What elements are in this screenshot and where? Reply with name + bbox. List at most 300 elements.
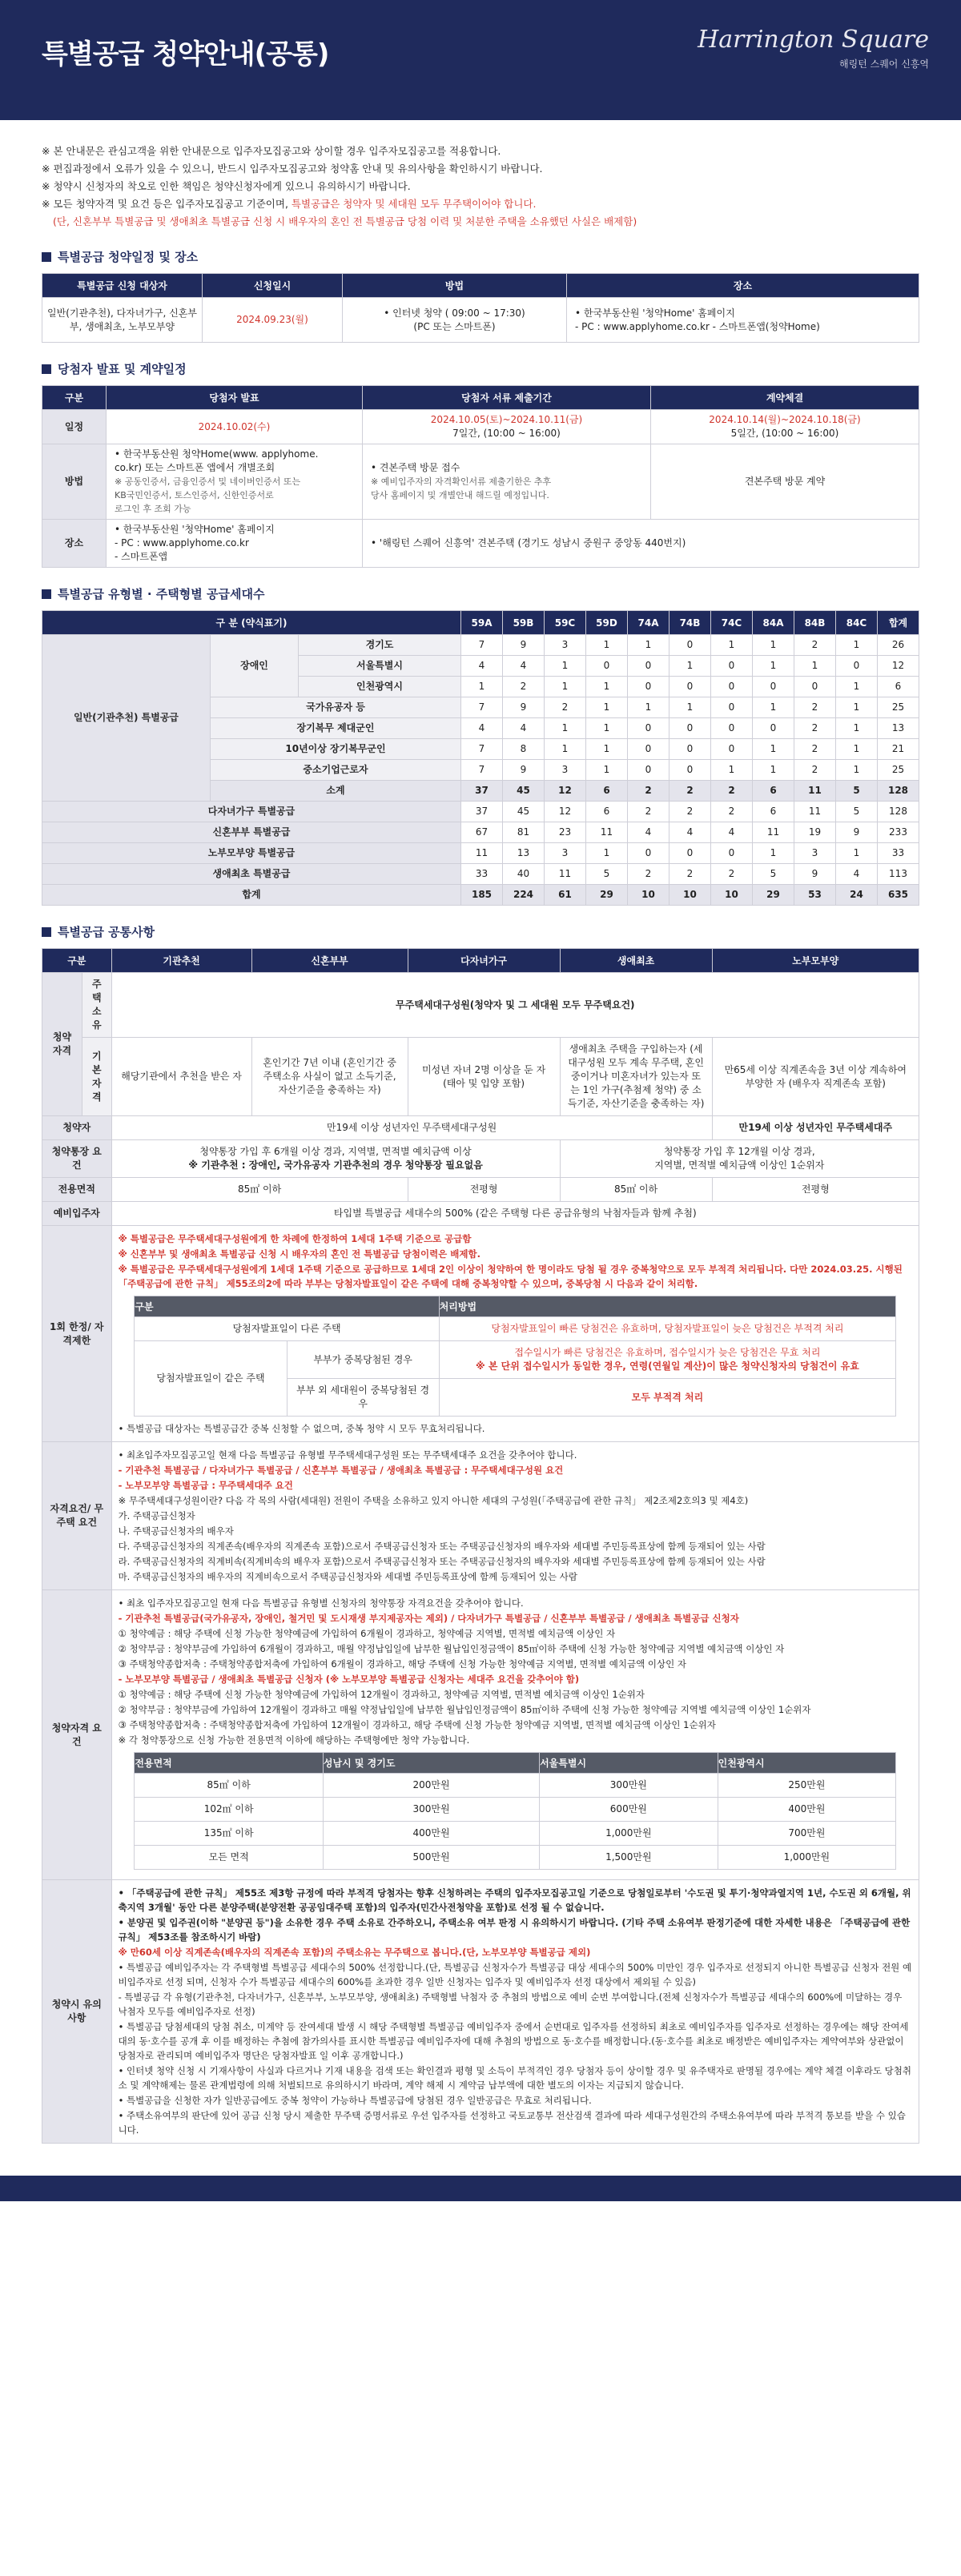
text-block: ※ 특별공급은 무주택세대구성원에게 한 차례에 한정하여 1세대 1주택 기준으로 공급함 — [118, 1233, 472, 1244]
table-cell: 0 — [669, 760, 711, 781]
text-block: ① 청약예금 : 해당 주택에 신청 가능한 청약예금에 가입하여 6개월이 경과하고, 청약예금 지역별, 면적별 예치금액 이상인 자 — [118, 1628, 616, 1639]
note-2: ※ 편집과정에서 오류가 있을 수 있으니, 반드시 입주자모집공고와 청약홈 안내 및 유의사항을 확인하시기 바랍니다. — [42, 163, 543, 175]
table-cell: 1 — [586, 739, 628, 760]
table-cell: 53 — [794, 885, 836, 906]
text-block: 7일간, (10:00 ~ 16:00) — [452, 428, 561, 439]
table-cell: 당첨자 서류 제출기간 — [363, 386, 651, 410]
page-footer-bar — [0, 2176, 961, 2201]
table-cell: 부부가 중복당첨된 경우 — [287, 1341, 439, 1379]
table-cell: 45 — [503, 802, 545, 822]
table-cell: 1,000만원 — [540, 1822, 718, 1846]
table-cell: 1,000만원 — [718, 1846, 896, 1870]
table-cell: 4 — [711, 822, 753, 843]
table-cell: 서울특별시 — [299, 656, 461, 677]
table-cell: 전용면적 — [135, 1753, 324, 1774]
table-cell: 37 — [461, 802, 503, 822]
table-cell: 1 — [836, 739, 878, 760]
text-block: 2024.10.05(토)~2024.10.11(금) — [430, 414, 583, 425]
text-block: ※ 예비입주자의 자격확인서류 제출기한은 추후 — [371, 476, 552, 487]
table-cell: 소계 — [211, 781, 461, 802]
text-block: 특별공급 공통사항 — [58, 925, 155, 939]
table-cell: 2 — [794, 697, 836, 718]
table-cell: 33 — [461, 864, 503, 885]
table-cell: 84B — [794, 611, 836, 635]
table-cell: 청약자 — [42, 1116, 112, 1140]
common-table — [42, 948, 919, 2144]
text-block: ※ 무주택세대구성원이란? 다음 각 목의 사람(세대원) 전원이 주택을 소유하고 있지 아니한 세대의 구성원(「주택공급에 관한 규칙」 제2조제2호의3 및 제4호) — [118, 1495, 749, 1506]
table-cell: 1 — [628, 697, 669, 718]
table-cell: 0 — [711, 697, 753, 718]
table-cell: 11 — [461, 843, 503, 864]
text-block: • 최초입주자모집공고일 현재 다음 특별공급 유형별 무주택세대구성원 또는 무주택세대주 요건을 갖추어야 합니다. — [118, 1449, 577, 1461]
table-row — [135, 1753, 896, 1774]
table-cell: 0 — [711, 718, 753, 739]
text-block: 접수일시가 빠른 당첨건은 유효하며, 접수일시가 늦은 당첨건은 무효 처리 — [514, 1347, 821, 1358]
table-cell: 1 — [753, 760, 794, 781]
table-cell: 0 — [628, 718, 669, 739]
table-cell: 만65세 이상 직계존속을 3년 이상 계속하여 부양한 자 (배우자 직계존속 포함) — [712, 1038, 919, 1116]
table-cell: 2 — [545, 697, 586, 718]
table-row — [42, 444, 919, 520]
table-cell: 4 — [836, 864, 878, 885]
table-row — [42, 410, 919, 444]
table-cell: 2 — [669, 781, 711, 802]
table-cell: 처리방법 — [439, 1296, 895, 1317]
table-cell: 청약시 유의사항 — [42, 1880, 112, 2144]
table-cell: 일정 — [42, 410, 107, 444]
table-cell: 1 — [753, 697, 794, 718]
table-cell: 6 — [586, 781, 628, 802]
table-cell: 0 — [628, 843, 669, 864]
text-block: - 노부모부양 특별공급 / 생애최초 특별공급 신청자 (※ 노부모부양 특별공급 신청자는 세대주 요건을 갖추어야 함) — [118, 1674, 580, 1685]
table-cell: 구분 — [42, 386, 107, 410]
table-cell: 185 — [461, 885, 503, 906]
text-block: ※ 본 단위 접수일시가 동일한 경우, 연령(연월일 계산)이 많은 청약신청자의 당첨건이 유효 — [475, 1360, 859, 1372]
table-row — [42, 520, 919, 568]
table-cell: 0 — [711, 656, 753, 677]
text-block: 청약통장 가입 후 12개월 이상 경과, — [663, 1146, 815, 1157]
table-cell: 다자녀가구 특별공급 — [42, 802, 461, 822]
table-cell: 1 — [753, 843, 794, 864]
table-cell: 1 — [711, 635, 753, 656]
text-block: ③ 주택청약종합저축 : 주택청약종합저축에 가입하여 12개월이 경과하고, 해당 주택에 신청 가능한 청약예금 지역별, 면적별 예치금액 이상인 1순위자 — [118, 1719, 716, 1730]
table-cell: 300만원 — [540, 1774, 718, 1798]
table-cell: 경기도 — [299, 635, 461, 656]
table-cell: 0 — [711, 843, 753, 864]
table-cell: 1 — [545, 656, 586, 677]
table-row — [42, 973, 919, 1038]
table-cell: 19 — [794, 822, 836, 843]
table-cell: 0 — [669, 677, 711, 697]
table-cell: • '해링턴 스퀘어 신흥역' 견본주택 (경기도 성남시 중원구 중앙동 440번지) — [363, 520, 919, 568]
table-cell: 9 — [503, 635, 545, 656]
intro-notes — [42, 143, 919, 231]
table-cell: 2 — [794, 635, 836, 656]
table-cell: 2 — [669, 864, 711, 885]
table-cell: 해당기관에서 추천을 받은 자 — [111, 1038, 251, 1116]
table-cell: 33 — [878, 843, 919, 864]
table-cell: 기본 자격 — [82, 1038, 112, 1116]
table-cell: 10 — [711, 885, 753, 906]
table-cell: 2024.10.02(수) — [107, 410, 363, 444]
table-cell: 신혼부부 — [251, 949, 408, 973]
text-block: 특별공급 유형별 · 주택형별 공급세대수 — [58, 587, 265, 601]
table-cell: 5 — [586, 864, 628, 885]
text-block: ② 청약부금 : 청약부금에 가입하여 12개월이 경과하고 매월 약정납입일에 납부한 월납입인정금액이 85㎡이하 주택에 신청 가능한 청약예금 지역별 예치금액 이상인 1순위자 — [118, 1704, 811, 1715]
table-cell — [567, 298, 919, 343]
table-cell: 0 — [669, 843, 711, 864]
table-cell: 7 — [461, 760, 503, 781]
note-5: (단, 신혼부부 특별공급 및 생애최초 특별공급 신청 시 배우자의 혼인 전 특별공급 당첨 이력 및 처분한 주택을 소유했던 사실은 배제함) — [53, 215, 637, 227]
table-cell: 부부 외 세대원이 중복당첨된 경우 — [287, 1379, 439, 1417]
table-cell: 다자녀가구 — [408, 949, 560, 973]
table-cell: 10 — [669, 885, 711, 906]
text-block: 특별공급 청약일정 및 장소 — [58, 250, 199, 264]
table-cell: 600만원 — [540, 1798, 718, 1822]
text-block: ① 청약예금 : 해당 주택에 신청 가능한 청약예금에 가입하여 12개월이 경과하고, 청약예금 지역별, 면적별 예치금액 이상인 1순위자 — [118, 1689, 645, 1700]
table-cell: 85㎡ 이하 — [135, 1774, 324, 1798]
text-block: KB국민인증서, 토스인증서, 신한인증서로 — [115, 490, 274, 500]
table-cell: 2 — [711, 781, 753, 802]
table-cell: 1 — [836, 760, 878, 781]
table-cell — [111, 1880, 919, 2144]
table-cell: 85㎡ 이하 — [111, 1178, 408, 1202]
table-cell: 24 — [836, 885, 878, 906]
table-cell: 기관추천 — [111, 949, 251, 973]
table-row — [42, 1226, 919, 1442]
table-cell: 1 — [545, 739, 586, 760]
table-cell: 계약체결 — [651, 386, 919, 410]
text-block — [42, 252, 51, 262]
text-block: ※ 공동인증서, 금융인증서 및 네이버인증서 또는 — [115, 476, 301, 487]
table-cell: 2024.09.23(월) — [203, 298, 343, 343]
text-block: 당첨자 발표 및 계약일정 — [58, 362, 187, 376]
table-cell — [363, 410, 651, 444]
table-cell: 9 — [836, 822, 878, 843]
table-cell: 성남시 및 경기도 — [323, 1753, 539, 1774]
schedule-table — [42, 273, 919, 343]
table-cell: 29 — [753, 885, 794, 906]
text-block: ※ 신혼부부 및 생애최초 특별공급 신청 시 배우자의 혼인 전 특별공급 당첨이력은 배제함. — [118, 1248, 480, 1260]
table-cell: 2 — [711, 802, 753, 822]
table-cell: 4 — [503, 656, 545, 677]
table-cell: 84C — [836, 611, 878, 635]
table-row — [42, 1140, 919, 1178]
table-cell: 4 — [461, 656, 503, 677]
table-cell: 2 — [628, 802, 669, 822]
table-cell: 2 — [711, 864, 753, 885]
table-cell: 1 — [836, 677, 878, 697]
table-cell: 장기복무 제대군인 — [211, 718, 461, 739]
text-block: • 특별공급 예비입주자는 각 주택형별 특별공급 세대수의 500% 선정합니다.(단, 특별공급 신청자수가 특별공급 대상 세대수의 500% 미만인 경우 입주자로 선정되지 아니한 특별공급 신청자 전원 예비입주자로 선정 되며, 신청자 수가 특별공급 세대수의 600%를 초과한 경우 일반 신청자는 입주자 및 예비입주자 선정 대상에서 제외될 수 있음) — [118, 1962, 912, 1987]
table-cell: 0 — [669, 635, 711, 656]
table-row — [42, 298, 919, 343]
text-block: • 특별공급 당첨세대의 당첨 취소, 미계약 등 잔여세대 발생 시 해당 주택형별 특별공급 예비입주자 중에서 순번대로 입주자를 선정하되 최초로 예비입주자를 입주자로 선정하는 경우에는 해당 잔여세대의 동·호수를 공개 후 이를 배정하는 추첨에 참가의사를 표시한 특별공급 예비입주자에 대해 추첨의 방법으로 동·호수를 배정합니다.(동·호수를 최초로 배정받은 예비입주자는 계약여부와 상관없이 당첨자로 관리되며 예비입주자 명단은 당첨자발표 일 이후 공개합니다.) — [118, 2021, 909, 2061]
table-row — [42, 1116, 919, 1140]
table-cell: 25 — [878, 760, 919, 781]
table-cell: 생애최초 주택을 구입하는자 (세대구성원 모두 계속 무주택, 혼인중이거나 미혼자녀가 있는자 또는 1인 가구(추첨제 청약) 중 소득기준, 자산기준을 충족하는 자) — [560, 1038, 712, 1116]
table-cell — [560, 1140, 919, 1178]
table-cell: 1,500만원 — [540, 1846, 718, 1870]
table-row — [135, 1296, 896, 1317]
table-cell: 7 — [461, 635, 503, 656]
table-cell: 청약 자격 — [42, 973, 82, 1116]
table-cell — [111, 1442, 919, 1590]
table-cell: 1 — [586, 843, 628, 864]
table-cell — [439, 1341, 895, 1379]
table-cell — [651, 410, 919, 444]
table-cell: 10년이상 장기복무군인 — [211, 739, 461, 760]
note-3: ※ 청약시 신청자의 착오로 인한 책임은 청약신청자에게 있으니 유의하시기 바랍니다. — [42, 180, 411, 192]
table-cell: 전평형 — [712, 1178, 919, 1202]
table-cell: 1 — [545, 718, 586, 739]
text-block: 2024.10.14(월)~2024.10.18(금) — [709, 414, 861, 425]
table-cell: 13 — [503, 843, 545, 864]
table-row — [135, 1341, 896, 1379]
duplicate-rule-table — [134, 1296, 896, 1417]
table-cell: 장소 — [567, 274, 919, 298]
text-block: ※ 만60세 이상 직계존속(배우자의 직계존속 포함)의 주택소유는 무주택으로 봅니다.(단, 노부모부양 특별공급 제외) — [118, 1947, 591, 1958]
table-cell: 85㎡ 이하 — [560, 1178, 712, 1202]
table-cell: 74C — [711, 611, 753, 635]
table-row — [42, 843, 919, 864]
table-row — [42, 1202, 919, 1226]
text-block: 특별공급은 청약자 및 세대원 모두 무주택이어야 합니다. — [291, 198, 537, 210]
table-cell: 23 — [545, 822, 586, 843]
text-block: ※ 모든 청약자격 및 요건 등은 입주자모집공고 기준이며, — [42, 198, 288, 210]
table-row — [42, 949, 919, 973]
table-cell: 0 — [753, 677, 794, 697]
text-block: 마. 주택공급신청자의 배우자의 직계비속으로서 주택공급신청자와 세대별 주민등록표상에 함께 등재되어 있는 사람 — [118, 1571, 578, 1582]
table-cell: 청약자격 요건 — [42, 1590, 112, 1880]
deposit-table — [134, 1752, 896, 1870]
table-cell: 74A — [628, 611, 669, 635]
table-cell: 2 — [503, 677, 545, 697]
table-row — [42, 386, 919, 410]
table-cell: 생애최초 특별공급 — [42, 864, 461, 885]
table-cell: 1 — [545, 677, 586, 697]
table-cell — [111, 1590, 919, 1880]
section-schedule-title — [42, 248, 919, 265]
table-cell: 84A — [753, 611, 794, 635]
table-cell: 0 — [711, 739, 753, 760]
table-cell: 0 — [669, 739, 711, 760]
table-cell: 0 — [628, 656, 669, 677]
table-cell: 12 — [545, 802, 586, 822]
table-cell: 주택소유 — [82, 973, 112, 1038]
text-block: 청약통장 가입 후 6개월 이상 경과, 지역별, 면적별 예치금액 이상 — [199, 1146, 472, 1157]
text-block: • 주택소유여부의 판단에 있어 공급 신청 당시 제출한 무주택 증명서류로 우선 입주자를 선정하고 국토교통부 전산검색 결과에 따라 세대구성원간의 주택소유여부에 따라 부적격 통보를 받을 수 있습니다. — [118, 2110, 906, 2136]
table-cell: 233 — [878, 822, 919, 843]
table-cell: 합계 — [878, 611, 919, 635]
table-cell: 6 — [753, 781, 794, 802]
table-cell: 1 — [753, 635, 794, 656]
text-block: • 한국부동산원 청약Home(www. applyhome. — [115, 448, 319, 460]
table-cell: 9 — [503, 760, 545, 781]
table-cell: 1 — [586, 760, 628, 781]
table-cell: 1 — [836, 718, 878, 739]
text-block — [42, 589, 51, 599]
text-block: • 특별공급을 신청한 자가 일반공급에도 중복 청약이 가능하나 특별공급에 당첨된 경우 일반공급은 무효로 처리됩니다. — [118, 2095, 592, 2106]
table-cell — [363, 444, 651, 520]
text-block — [42, 927, 51, 937]
table-cell: 일반(기관추천) 특별공급 — [42, 635, 211, 802]
table-row — [42, 1178, 919, 1202]
table-cell: 2 — [628, 864, 669, 885]
table-row — [135, 1317, 896, 1341]
table-cell: 0 — [711, 677, 753, 697]
table-cell: 1 — [794, 656, 836, 677]
table-cell: 2 — [669, 802, 711, 822]
text-block: 다. 주택공급신청자의 직계존속(배우자의 직계존속 포함)으로서 주택공급신청자 또는 주택공급신청자의 배우자와 세대별 주민등록표상에 함께 등재되어 있는 사람 — [118, 1541, 766, 1552]
text-block: • 견본주택 방문 접수 — [371, 462, 460, 473]
table-cell: 1 — [586, 697, 628, 718]
table-cell: 국가유공자 등 — [211, 697, 461, 718]
table-cell: 전용면적 — [42, 1178, 112, 1202]
table-cell: 500만원 — [323, 1846, 539, 1870]
table-cell: 5 — [836, 781, 878, 802]
table-cell: 0 — [669, 718, 711, 739]
table-cell: 장애인 — [211, 635, 299, 697]
table-cell: 1 — [753, 739, 794, 760]
table-cell: 11 — [545, 864, 586, 885]
table-cell: 장소 — [42, 520, 107, 568]
table-cell: 1 — [753, 656, 794, 677]
table-row — [135, 1774, 896, 1798]
table-cell: 미성년 자녀 2명 이상을 둔 자 (태아 및 입양 포함) — [408, 1038, 560, 1116]
text-block: • 분양권 및 입주권(이하 "분양권 등")을 소유한 경우 주택 소유로 간주하오니, 주택소유 여부 판정 시 유의하시기 바랍니다. (기타 주택 소유여부 판정기준에 대한 자세한 내용은 「주택공급에 관한 규칙」 제53조를 참조하시기 바람) — [118, 1917, 911, 1943]
table-cell: 29 — [586, 885, 628, 906]
text-block: - 스마트폰앱 — [115, 551, 168, 562]
table-cell: 인천광역시 — [299, 677, 461, 697]
note-4 — [42, 195, 919, 213]
table-cell: 생애최초 — [560, 949, 712, 973]
logo-script: Harrington Square — [698, 26, 929, 54]
table-cell: 당첨자발표일이 다른 주택 — [135, 1317, 439, 1341]
text-block: 당사 홈페이지 및 개별안내 해드릴 예정입니다. — [371, 490, 549, 500]
table-cell: 6 — [586, 802, 628, 822]
table-cell: 노부모부양 — [712, 949, 919, 973]
table-cell: 4 — [461, 718, 503, 739]
section-common-title — [42, 923, 919, 940]
text-block: 로그인 후 조회 가능 — [115, 504, 191, 514]
table-cell: 예비입주자 — [42, 1202, 112, 1226]
table-cell: 서울특별시 — [540, 1753, 718, 1774]
table-row — [42, 611, 919, 635]
table-cell: 300만원 — [323, 1798, 539, 1822]
text-block: • 특별공급 대상자는 특별공급간 중복 신청할 수 없으며, 중복 청약 시 모두 무효처리됩니다. — [118, 1423, 485, 1434]
table-cell: 61 — [545, 885, 586, 906]
table-cell: 방법 — [343, 274, 567, 298]
text-block: ※ 기관추천 : 장애인, 국가유공자 기관추천의 경우 청약통장 필요없음 — [188, 1159, 483, 1171]
table-cell: 모두 부적격 처리 — [439, 1379, 895, 1417]
table-cell: 12 — [545, 781, 586, 802]
table-cell: 구분 — [42, 949, 112, 973]
table-cell: 0 — [628, 739, 669, 760]
table-row — [42, 1442, 919, 1590]
table-cell: 당첨자발표일이 빠른 당첨건은 유효하며, 당첨자발표일이 늦은 당첨건은 부적격 처리 — [439, 1317, 895, 1341]
text-block: • 「주택공급에 관한 규칙」 제55조 제3항 규정에 따라 부적격 당첨자는 향후 신청하려는 주택의 입주자모집공고일 기준으로 당첨일로부터 '수도권 및 투기·청약과열지역 1년, 수도권 외 6개월, 위축지역 3개월' 동안 다른 분양주택(분양전환 공공임대주택 포함)의 입주자(민간사전청약을 포함)로 선정 될 수 없습니다. — [118, 1887, 911, 1913]
table-cell: 250만원 — [718, 1774, 896, 1798]
table-cell — [107, 444, 363, 520]
table-cell: 5 — [753, 864, 794, 885]
text-block: - 특별공급 각 유형(기관추천, 다자녀가구, 신혼부부, 노부모부양, 생애최초) 주택형별 낙첨자 중 추첨의 방법으로 예비 순번 부여합니다.(전체 신청자수가 특별공급 세대수의 600%에 미달하는 경우 낙첨자 모두를 예비입주자로 선정) — [118, 1991, 903, 2017]
text-block: • 인터넷 청약 신청 시 기재사항이 사실과 다르거나 기재 내용을 검색 또는 확인결과 평형 및 소득이 부적격인 경우 당첨자 등이 상이할 경우 및 유주택자로 판명될 경우에는 계약 체결 이후라도 당첨취소 및 계약해제는 물론 관계법령에 의해 처벌되므로 유의하시기 바라며, 계약 해제 시 계약금 납부액에 대한 별도의 이자는 지급되지 않습니다. — [118, 2065, 911, 2091]
table-cell: 0 — [628, 677, 669, 697]
table-cell: 21 — [878, 739, 919, 760]
table-cell: 일반(기관추천), 다자녀가구, 신혼부부, 생애최초, 노부모부양 — [42, 298, 203, 343]
table-cell: 당첨자발표일이 같은 주택 — [135, 1341, 287, 1417]
table-cell: 1 — [836, 697, 878, 718]
table-cell: 구 분 (약식표기) — [42, 611, 461, 635]
table-cell: 1 — [586, 677, 628, 697]
table-cell: 노부모부양 특별공급 — [42, 843, 461, 864]
supply-table — [42, 610, 919, 906]
text-block: • 한국부동산원 '청약Home' 홈페이지 — [575, 307, 735, 319]
table-cell: 3 — [545, 635, 586, 656]
table-cell: 3 — [794, 843, 836, 864]
table-cell: 4 — [669, 822, 711, 843]
table-cell: 1 — [836, 635, 878, 656]
table-cell: 당첨자 발표 — [107, 386, 363, 410]
table-cell: 11 — [753, 822, 794, 843]
table-cell: 113 — [878, 864, 919, 885]
text-block: - 노부모부양 특별공급 : 무주택세대주 요건 — [118, 1480, 293, 1491]
table-cell: 0 — [628, 760, 669, 781]
text-block: 5일간, (10:00 ~ 16:00) — [730, 428, 839, 439]
table-cell: 37 — [461, 781, 503, 802]
table-cell: 8 — [503, 739, 545, 760]
table-cell: 2 — [628, 781, 669, 802]
table-cell: 700만원 — [718, 1822, 896, 1846]
table-cell: 자격요건/ 무주택 요건 — [42, 1442, 112, 1590]
table-cell: 0 — [836, 656, 878, 677]
section-announce-title — [42, 360, 919, 377]
table-cell: 0 — [753, 718, 794, 739]
table-row — [42, 822, 919, 843]
table-cell: 11 — [586, 822, 628, 843]
table-cell: 11 — [794, 802, 836, 822]
table-cell: 만19세 이상 성년자인 무주택세대주 — [712, 1116, 919, 1140]
table-cell: 3 — [545, 760, 586, 781]
table-cell: 9 — [794, 864, 836, 885]
table-cell: 4 — [503, 718, 545, 739]
table-cell: 200만원 — [323, 1774, 539, 1798]
note-1: ※ 본 안내문은 관심고객을 위한 안내문으로 입주자모집공고와 상이할 경우 입주자모집공고를 적용합니다. — [42, 145, 501, 157]
table-cell: 중소기업근로자 — [211, 760, 461, 781]
table-cell: 11 — [794, 781, 836, 802]
table-cell: 타입별 특별공급 세대수의 500% (같은 주택형 다른 공급유형의 낙첨자들과 함께 추첨) — [111, 1202, 919, 1226]
text-block: ③ 주택청약종합저축 : 주택청약종합저축에 가입하여 6개월이 경과하고, 해당 주택에 신청 가능한 청약예금 지역별, 면적별 예치금액 이상인 자 — [118, 1658, 686, 1670]
table-cell: 합계 — [42, 885, 461, 906]
table-cell: 6 — [878, 677, 919, 697]
table-cell: 5 — [836, 802, 878, 822]
table-cell: 6 — [753, 802, 794, 822]
text-block: • 한국부동산원 '청약Home' 홈페이지 — [115, 524, 275, 535]
text-block: - PC : www.applyhome.co.kr — [115, 537, 249, 549]
table-cell: 7 — [461, 739, 503, 760]
table-cell: 13 — [878, 718, 919, 739]
table-cell — [107, 520, 363, 568]
table-row — [42, 802, 919, 822]
table-cell: 102㎡ 이하 — [135, 1798, 324, 1822]
text-block: - 기관추천 특별공급(국가유공자, 장애인, 철거민 및 도시재생 부지제공자는 제외) / 다자녀가구 특별공급 / 신혼부부 특별공급 / 생애최초 특별공급 신청자 — [118, 1613, 739, 1624]
text-block — [42, 364, 51, 374]
table-cell: 견본주택 방문 계약 — [651, 444, 919, 520]
text-block: - 기관추천 특별공급 / 다자녀가구 특별공급 / 신혼부부 특별공급 / 생애최초 특별공급 : 무주택세대구성원 요건 — [118, 1465, 564, 1476]
table-cell: 신청일시 — [203, 274, 343, 298]
table-cell — [111, 1226, 919, 1442]
